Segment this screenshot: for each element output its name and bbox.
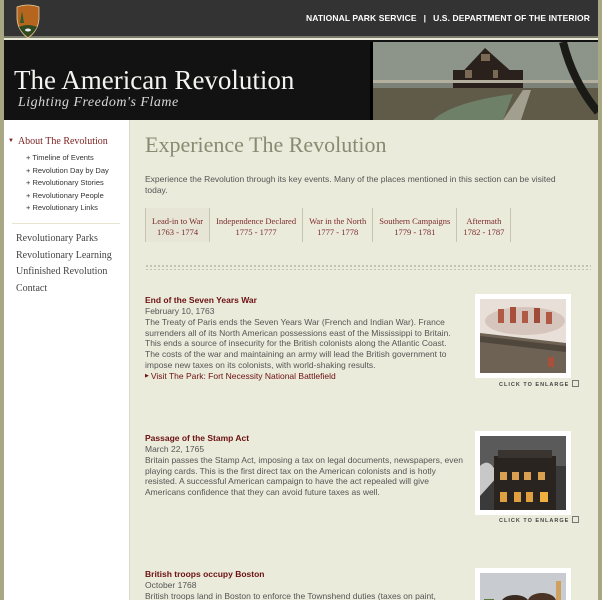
page-title: Experience The Revolution bbox=[145, 132, 387, 157]
tab-lead-in-to-war[interactable] bbox=[145, 208, 209, 242]
enlarge-icon bbox=[572, 516, 579, 523]
top-bar bbox=[4, 0, 598, 38]
event-body: British troops land in Boston to enforce the Townshend duties (taxes on paint, bbox=[145, 590, 436, 600]
enlarge-label: CLICK TO ENLARGE bbox=[499, 382, 570, 388]
triangle-right-icon: ▶ bbox=[145, 372, 149, 379]
tab-independence-declared[interactable] bbox=[209, 208, 302, 242]
era-name: Aftermath bbox=[466, 216, 502, 226]
tab-war-in-the-north[interactable] bbox=[302, 208, 372, 242]
sidebar-nav bbox=[16, 231, 112, 297]
enlarge-label: CLICK TO ENLARGE bbox=[499, 518, 570, 524]
era-name: Lead-in to War bbox=[152, 216, 204, 226]
sidebar-item-revolutionary-parks[interactable]: Revolutionary Parks bbox=[16, 233, 98, 244]
era-years: 1782 - 1787 bbox=[463, 227, 505, 237]
stamp-act-painting bbox=[480, 436, 566, 510]
intro-text: Experience the Revolution through its key events. Many of the places mentioned in this section can be visited today. bbox=[145, 174, 556, 195]
site-banner bbox=[4, 40, 598, 120]
sidebar-item-revolutionary-learning[interactable]: Revolutionary Learning bbox=[16, 249, 112, 261]
separator: | bbox=[423, 13, 427, 23]
nps-arrowhead-icon[interactable] bbox=[14, 3, 42, 39]
site-title[interactable]: The American Revolution bbox=[14, 65, 295, 95]
subnav-timeline-of-events[interactable]: + Timeline of Events bbox=[26, 153, 94, 162]
subnav-revolutionary-stories[interactable]: + Revolutionary Stories bbox=[26, 178, 104, 187]
era-years: 1775 - 1777 bbox=[235, 227, 277, 237]
click-to-enlarge-button[interactable] bbox=[499, 516, 579, 524]
banner-photo-farmhouse bbox=[370, 42, 598, 120]
sidebar-item-unfinished-revolution[interactable]: Unfinished Revolution bbox=[16, 266, 108, 277]
event-thumbnail[interactable] bbox=[475, 431, 571, 515]
sidebar bbox=[4, 120, 130, 600]
era-years: 1763 - 1774 bbox=[157, 227, 199, 237]
seven-years-war-painting bbox=[480, 299, 566, 373]
dotted-divider bbox=[145, 264, 591, 270]
event-title: British troops occupy Boston bbox=[145, 569, 265, 579]
event-date: March 22, 1765 bbox=[145, 444, 205, 454]
agency-links bbox=[306, 13, 590, 23]
click-to-enlarge-button[interactable] bbox=[499, 380, 579, 388]
page bbox=[4, 0, 598, 600]
era-years: 1777 - 1778 bbox=[317, 227, 359, 237]
nps-link[interactable]: NATIONAL PARK SERVICE bbox=[306, 13, 417, 23]
era-name: Independence Declared bbox=[216, 216, 297, 226]
main-content bbox=[131, 120, 598, 600]
event-body: Britain passes the Stamp Act, imposing a tax on legal documents, newspapers, even playing cards. This is the first direct tax on the American colonists and is hotly resisted. A successful American campaign to have the act repealed will give Americans confidence that they can avoid future taxes as well. bbox=[145, 454, 463, 498]
enlarge-icon bbox=[572, 380, 579, 387]
sidebar-item-about-the-revolution[interactable] bbox=[8, 136, 108, 147]
sidebar-item-contact[interactable]: Contact bbox=[16, 282, 48, 294]
event-title: Passage of the Stamp Act bbox=[145, 433, 250, 443]
boston-occupation-painting bbox=[480, 573, 566, 600]
event-title: End of the Seven Years War bbox=[145, 295, 257, 305]
tab-southern-campaigns[interactable] bbox=[372, 208, 456, 242]
triangle-down-icon: ▼ bbox=[8, 138, 14, 144]
sidebar-subnav bbox=[26, 152, 109, 215]
event-date: October 1768 bbox=[145, 580, 197, 590]
tab-aftermath[interactable] bbox=[456, 208, 511, 242]
event-date: February 10, 1763 bbox=[145, 306, 215, 316]
link-label: Visit The Park: Fort Necessity National Battlefield bbox=[150, 370, 336, 381]
era-name: War in the North bbox=[309, 216, 367, 226]
event-thumbnail[interactable] bbox=[475, 568, 571, 600]
sidebar-item-label: About The Revolution bbox=[17, 136, 108, 147]
event-thumbnail[interactable] bbox=[475, 294, 571, 378]
era-years: 1779 - 1781 bbox=[394, 227, 436, 237]
era-tabs bbox=[145, 208, 511, 242]
event-body: The Treaty of Paris ends the Seven Years War (French and Indian War). France surrenders all of its North American possessions east of the Mississippi to Britain. This ends a source of insecurity for the British colonists along the Atlantic Coast. The costs of the war and maintaining an army will lead the British government to impose new taxes on its colonists, with world-shaking results. bbox=[145, 316, 451, 370]
site-subtitle: Lighting Freedom's Flame bbox=[18, 95, 179, 110]
doi-link[interactable]: U.S. DEPARTMENT OF THE INTERIOR bbox=[433, 13, 590, 23]
subnav-revolution-day-by-day[interactable]: + Revolution Day by Day bbox=[26, 165, 109, 175]
sidebar-divider bbox=[12, 223, 120, 224]
era-name: Southern Campaigns bbox=[379, 216, 451, 226]
subnav-revolutionary-links[interactable]: + Revolutionary Links bbox=[26, 203, 98, 212]
subnav-revolutionary-people[interactable]: + Revolutionary People bbox=[26, 190, 104, 200]
